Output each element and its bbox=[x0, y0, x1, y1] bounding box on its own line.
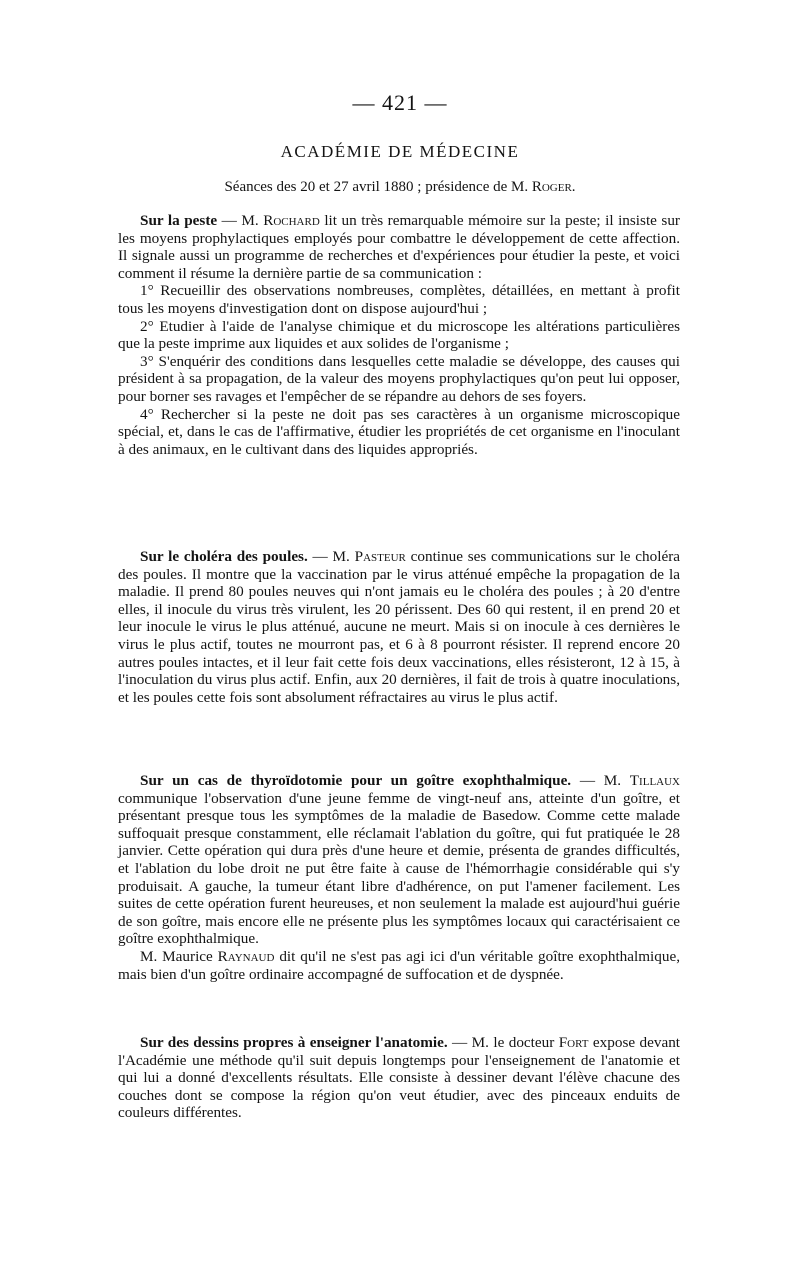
section-title: Sur le choléra des poules. bbox=[140, 548, 308, 565]
paragraph bbox=[118, 772, 680, 948]
paragraph-text: expose devant l'Académie une méthode qu'il suit depuis longtemps pour l'enseignement de l'anatomie et qui lui a donné d'excellents résultats. Elle consiste à dessiner devant l'élève chacune des couches dont se compose la région qu'on veut étudier, avec des pinceaux enduits de couleurs différentes. bbox=[118, 1034, 681, 1122]
section-peste bbox=[118, 212, 680, 458]
paragraph-text: dit qu'il ne s'est pas agi ici d'un véritable goître exophthalmique, mais bien d'un goître ordinaire accompagné de suffocation et de dyspnée. bbox=[118, 947, 680, 983]
paragraph-text: communique l'observation d'une jeune femme de vingt-neuf ans, atteinte d'un goître, et présentant presque tous les symptômes de la maladie de Basedow. Comme cette malade suffoquait presque constamment, elle réclamait l'ablation du goître, qui fut pratiquée le 28 janvier. Cette opération qui dura près d'une heure et demie, présenta de grandes difficultés, et l'ablation du lobe droit ne put être faite à cause de l'hémorrhagie considérable qui s'y produisait. A gauche, la tumeur étant libre d'adhérence, on put l'amener facilement. Les suites de cette opération furent heureuses, et non seulement la malade est aujourd'hui guérie de son goître, mais encore elle ne présente plus les symptômes locaux qui caractérisaient ce goître exophthalmique. bbox=[118, 789, 680, 948]
session-president: Roger. bbox=[531, 179, 576, 195]
session-text: Séances des 20 et 27 avril 1880 ; présidence de M. bbox=[224, 179, 529, 195]
paragraph: 1° Recueillir des observations nombreuses, complètes, détaillées, en mettant à profit tous les moyens d'investigation dont on dispose aujourd'hui ; bbox=[118, 282, 680, 317]
section-title: Sur un cas de thyroïdotomie pour un goître exophthalmique. bbox=[140, 772, 572, 789]
lead-text: — M. bbox=[307, 548, 355, 565]
section-title: Sur des dessins propres à enseigner l'anatomie. bbox=[140, 1034, 448, 1051]
lead-text: — M. bbox=[217, 212, 264, 229]
paragraph: 3° S'enquérir des conditions dans lesquelles cette maladie se développe, des causes qui président à sa propagation, de la valeur des moyens prophylactiques qu'on peut lui opposer, pour borner ses ravages et l'empêcher de se répandre au dehors de ses foyers. bbox=[118, 352, 680, 405]
session-line bbox=[0, 179, 800, 196]
lead-text: — M. le docteur bbox=[447, 1034, 559, 1051]
paragraph-text: lit un très remarquable mémoire sur la peste; il insiste sur les moyens prophylactiques employés pour combattre le développement de cette affection. Il signale aussi un programme de recherches et d'expériences pour étudier la peste, et voici comment il résume la dernière partie de sa communication : bbox=[118, 212, 680, 282]
author-name: Pasteur bbox=[354, 548, 406, 565]
author-name: Fort bbox=[558, 1034, 589, 1051]
paragraph bbox=[118, 948, 680, 983]
paragraph bbox=[118, 548, 680, 706]
lead-text: M. Maurice bbox=[140, 947, 218, 965]
section-thyroidotomie bbox=[118, 772, 680, 983]
author-name: Raynaud bbox=[217, 947, 275, 965]
author-name: Tillaux bbox=[629, 772, 680, 789]
section-cholera bbox=[118, 548, 680, 706]
section-title: Sur la peste bbox=[140, 212, 218, 229]
paragraph bbox=[118, 212, 680, 282]
section-dessins bbox=[118, 1034, 680, 1122]
page-heading: ACADÉMIE DE MÉDECINE bbox=[280, 142, 520, 161]
paragraph: 2° Etudier à l'aide de l'analyse chimique et du microscope les altérations particulières que la peste imprime aux liquides et aux solides de l'organisme ; bbox=[118, 317, 680, 353]
paragraph bbox=[118, 1034, 680, 1122]
author-name: Rochard bbox=[263, 212, 320, 229]
lead-text: — M. bbox=[571, 772, 630, 789]
paragraph: 4° Rechercher si la peste ne doit pas ses caractères à un organisme microscopique spécial, et, dans le cas de l'affirmative, étudier les propriétés de cet organisme en l'inoculant à des animaux, en le cultivant dans des liquides appropriés. bbox=[118, 405, 680, 458]
page-number: — 421 — bbox=[352, 90, 448, 115]
paragraph-text: continue ses communications sur le choléra des poules. Il montre que la vaccination par le virus atténué empêche la propagation de la maladie. Il prend 80 poules neuves qui n'ont jamais eu le choléra des poules ; à 20 d'entre elles, il inocule du virus très virulent, les 20 périssent. Des 60 qui restent, il en prend 20 et leur inocule le virus le plus atténué, aucune ne meurt. Mais si on inocule à ces dernières le virus le plus actif, toutes ne mourront pas, et 6 à 8 pourront résister. Il reprend encore 20 autres poules intactes, et il leur fait cette fois deux vaccinations, elles résisteront, 12 à 15, à l'inoculation du virus plus actif. Enfin, aux 20 dernières, il fait de trois à quatre inoculations, et les poules cette fois sont absolument réfractaires au virus le plus actif. bbox=[118, 548, 680, 706]
